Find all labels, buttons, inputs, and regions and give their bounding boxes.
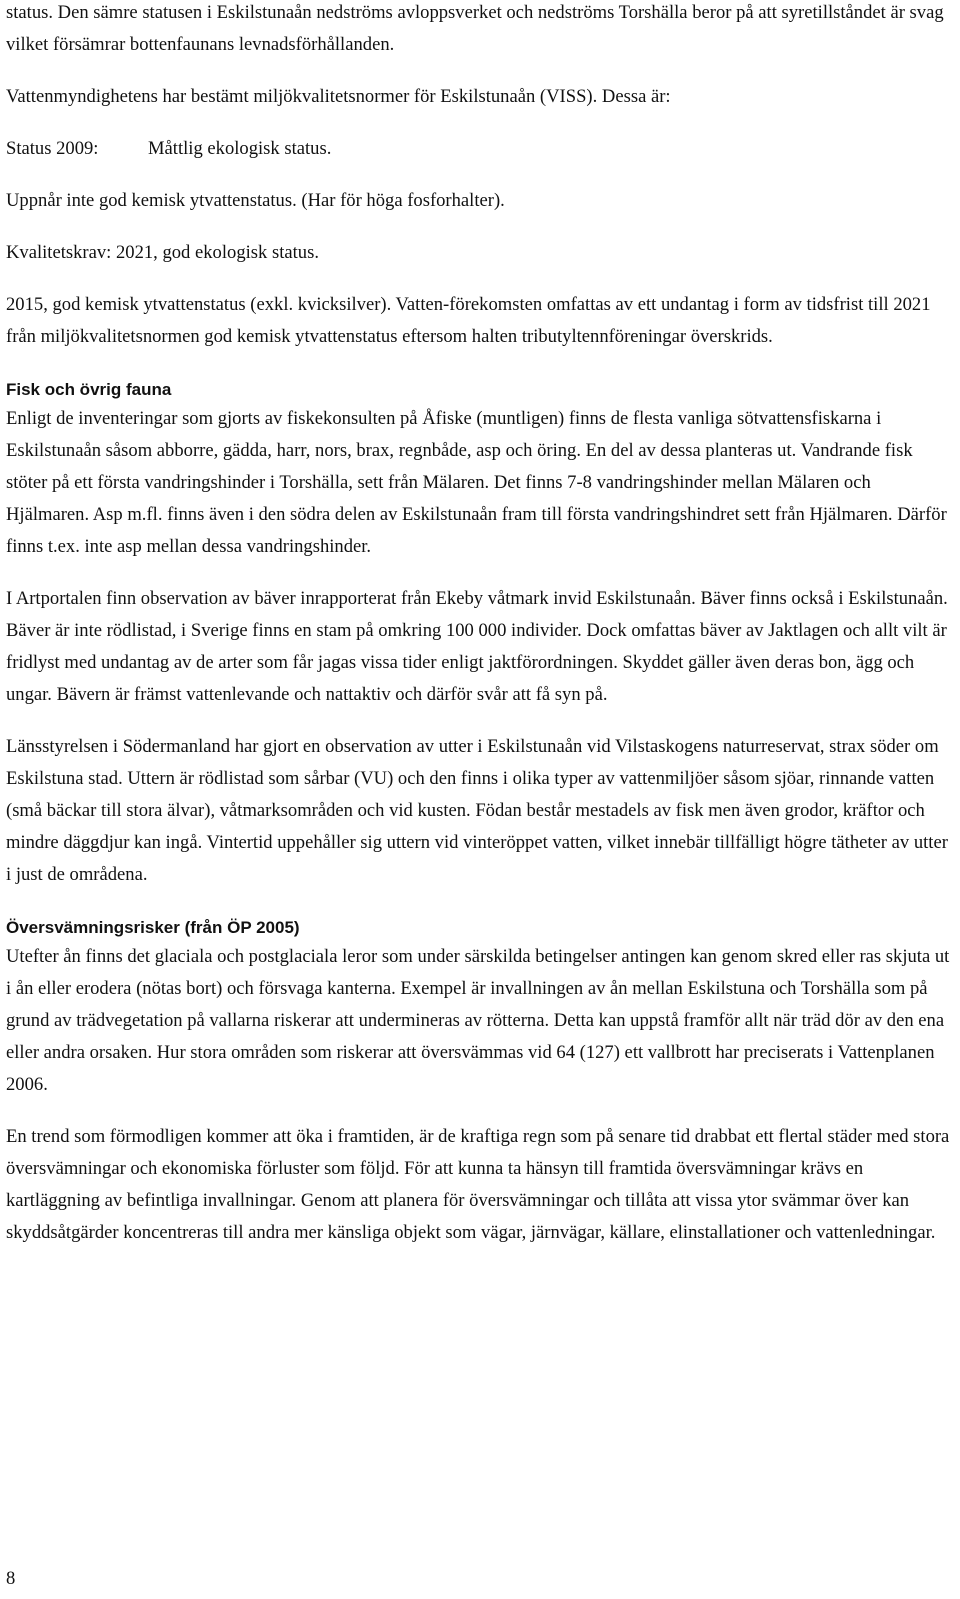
viss-paragraph: Vattenmyndighetens har bestämt miljökvalitetsnormer för Eskilstunaån (VISS). Dessa är: <box>6 86 671 107</box>
fish-paragraph: Enligt de inventeringar som gjorts av fiskekonsulten på Åfiske (muntligen) finns de flesta vanliga sötvattensfiskarna i Eskilstunaån såsom abborre, gädda, harr, nors, brax, regnbåde, asp och öring. En del av dessa planteras ut. Vandrande fisk stöter på ett första vandringshinder i Torshälla, sett från Mälaren. Det finns 7-8 vandringshinder mellan Mälaren och Hjälmaren. Asp m.fl. finns även i den södra delen av Eskilstunaån fram till första vandringshindret sett från Hjälmaren. Därför finns t.ex. inte asp mellan dessa vandringshinder. <box>6 408 947 557</box>
status-label: Status 2009: <box>6 138 99 159</box>
document-page <box>6 0 951 1249</box>
status-row <box>6 133 951 165</box>
flood-heading: Översvämningsrisker (från ÖP 2005) <box>6 918 300 937</box>
beaver-paragraph: I Artportalen finn observation av bäver inrapporterat från Ekeby våtmark invid Eskilstunaån. Bäver finns också i Eskilstunaån. Bäver är inte rödlistad, i Sverige finns en stam på omkring 100 000 individer. Dock omfattas bäver av Jaktlagen och allt vilt är fridlyst med undantag av de arter som får jagas vissa tider enligt jaktförordningen. Skyddet gäller även deras bon, ägg och ungar. Bävern är främst vattenlevande och nattaktiv och därför svår att få syn på. <box>6 588 948 705</box>
erosion-paragraph: Utefter ån finns det glaciala och postglaciala leror som under särskilda betingelser antingen kan genom skred eller ras skjuta ut i ån eller erodera (nötas bort) och försvaga kanterna. Exempel är invallningen av ån mellan Eskilstuna och Torshälla som på grund av trädvegetation på vallarna riskerar att undermineras av rötterna. Detta kan uppstå framför allt när träd dör av den ena eller andra orsaken. Hur stora områden som riskerar att översvämmas vid 64 (127) ett vallbrott har preciserats i Vattenplanen 2006. <box>6 946 950 1095</box>
otter-paragraph: Länsstyrelsen i Södermanland har gjort en observation av utter i Eskilstunaån vid Vilstaskogens naturreservat, strax söder om Eskilstuna stad. Uttern är rödlistad som sårbar (VU) och den finns i olika typer av vattenmiljöer såsom sjöar, rinnande vatten (små bäckar till stora älvar), våtmarksområden och vid kusten. Födan består mestadels av fisk men även grodor, kräftor och mindre däggdjur kan ingå. Vintertid uppehåller sig uttern vid vinteröppet vatten, vilket innebär tillfälligt högre tätheter av utter i just de områdena. <box>6 736 948 885</box>
status-value: Måttlig ekologisk status. <box>148 138 332 159</box>
fauna-heading: Fisk och övrig fauna <box>6 380 172 399</box>
chemical-status-line: Uppnår inte god kemisk ytvattenstatus. (Har för höga fosforhalter). <box>6 190 505 211</box>
quality-requirement-line: Kvalitetskrav: 2021, god ekologisk status. <box>6 242 319 263</box>
page-number: 8 <box>6 1568 16 1589</box>
chemical-2015-paragraph: 2015, god kemisk ytvattenstatus (exkl. kvicksilver). Vatten-förekomsten omfattas av ett undantag i form av tidsfrist till 2021 från miljökvalitetsnormen god kemisk ytvattenstatus eftersom halten tributyltennföreningar överskrids. <box>6 294 931 347</box>
flood-trend-paragraph: En trend som förmodligen kommer att öka i framtiden, är de kraftiga regn som på senare tid drabbat ett flertal städer med stora översvämningar och ekonomiska förluster som följd. För att kunna ta hänsyn till framtida översvämningar krävs en kartläggning av befintliga invallningar. Genom att planera för översvämningar och tillåta att vissa ytor svämmar över kan skyddsåtgärder koncentreras till andra mer känsliga objekt som vägar, järnvägar, källare, elinstallationer och vattenledningar. <box>6 1126 950 1243</box>
intro-paragraph: status. Den sämre statusen i Eskilstunaån nedströms avloppsverket och nedströms Torshälla beror på att syretillståndet är svag vilket försämrar bottenfaunans levnadsförhållanden. <box>6 2 944 55</box>
